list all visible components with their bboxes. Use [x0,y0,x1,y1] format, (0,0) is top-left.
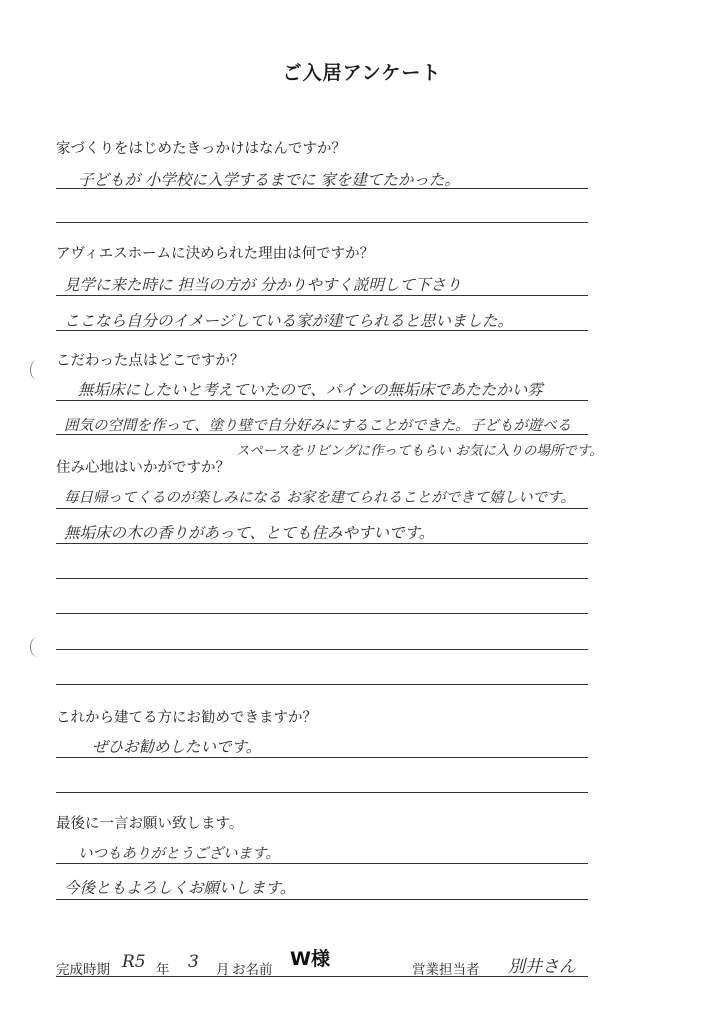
answer-4-line-2: 無垢床の木の香りがあって、とても住みやすいです。 [64,524,435,542]
answer-line [56,899,588,900]
answer-3-line-2: 囲気の空間を作って、塗り壁で自分好みにすることができた。子どもが遊べる [64,418,572,434]
answer-line [56,578,588,579]
completion-month: 3 [188,952,199,972]
page-title: ご入居アンケート [282,62,442,84]
answer-line [56,295,588,296]
staff-label: 営業担当者 [412,962,480,978]
answer-6-line-2: 今後ともよろしくお願いします。 [64,879,296,897]
name-label: お名前 [232,962,273,978]
question-4: 住み心地はいかがですか？ [56,460,230,476]
completion-label: 完成時期 [56,962,110,978]
answer-5-line-1: ぜひお勧めしたいです。 [92,738,262,756]
answer-3-line-1: 無垢床にしたいと考えていたので、パインの無垢床であたたかい雰 [78,381,543,399]
answer-line [56,434,588,435]
punch-hole-mark [30,637,45,657]
answer-line [56,792,588,793]
answer-3-line-3: スペースをリビングに作ってもらい お気に入りの場所です。 [236,443,603,459]
answer-line [56,613,588,614]
answer-line [56,508,588,509]
answer-line [56,757,588,758]
completion-era: R5 [122,952,146,972]
year-label: 年 [156,962,170,978]
answer-6-line-1: いつもありがとうございます。 [78,846,280,862]
answer-line [56,863,588,864]
staff-name: 別井さん [508,957,576,977]
answer-line [56,400,588,401]
answer-2-line-1: 見学に来た時に 担当の方が 分かりやすく説明して下さり [64,276,462,294]
answer-1-line-1: 子どもが 小学校に入学するまでに 家を建てたかった。 [78,171,460,189]
question-1: 家づくりをはじめたきっかけはなんですか？ [56,141,346,157]
customer-name: W様 [290,948,330,970]
punch-hole-mark [30,360,45,380]
question-3: こだわった点はどこですか？ [56,353,245,369]
question-2: アヴィエスホームに決められた理由は何ですか？ [56,246,375,262]
answer-line [56,649,588,650]
answer-line [56,188,588,189]
answer-2-line-2: ここなら自分のイメージしている家が建てられると思いました。 [64,312,514,330]
month-label: 月 [216,962,230,978]
answer-line [56,543,588,544]
answer-line [56,684,588,685]
answer-line [56,330,588,331]
answer-4-line-1: 毎日帰ってくるのが楽しみになる お家を建てられることができて嬉しいです。 [64,490,575,506]
question-5: これから建てる方にお勧めできますか？ [56,710,317,726]
footer-line [56,976,588,977]
answer-line [56,222,588,223]
question-6: 最後に一言お願い致します。 [56,816,244,832]
